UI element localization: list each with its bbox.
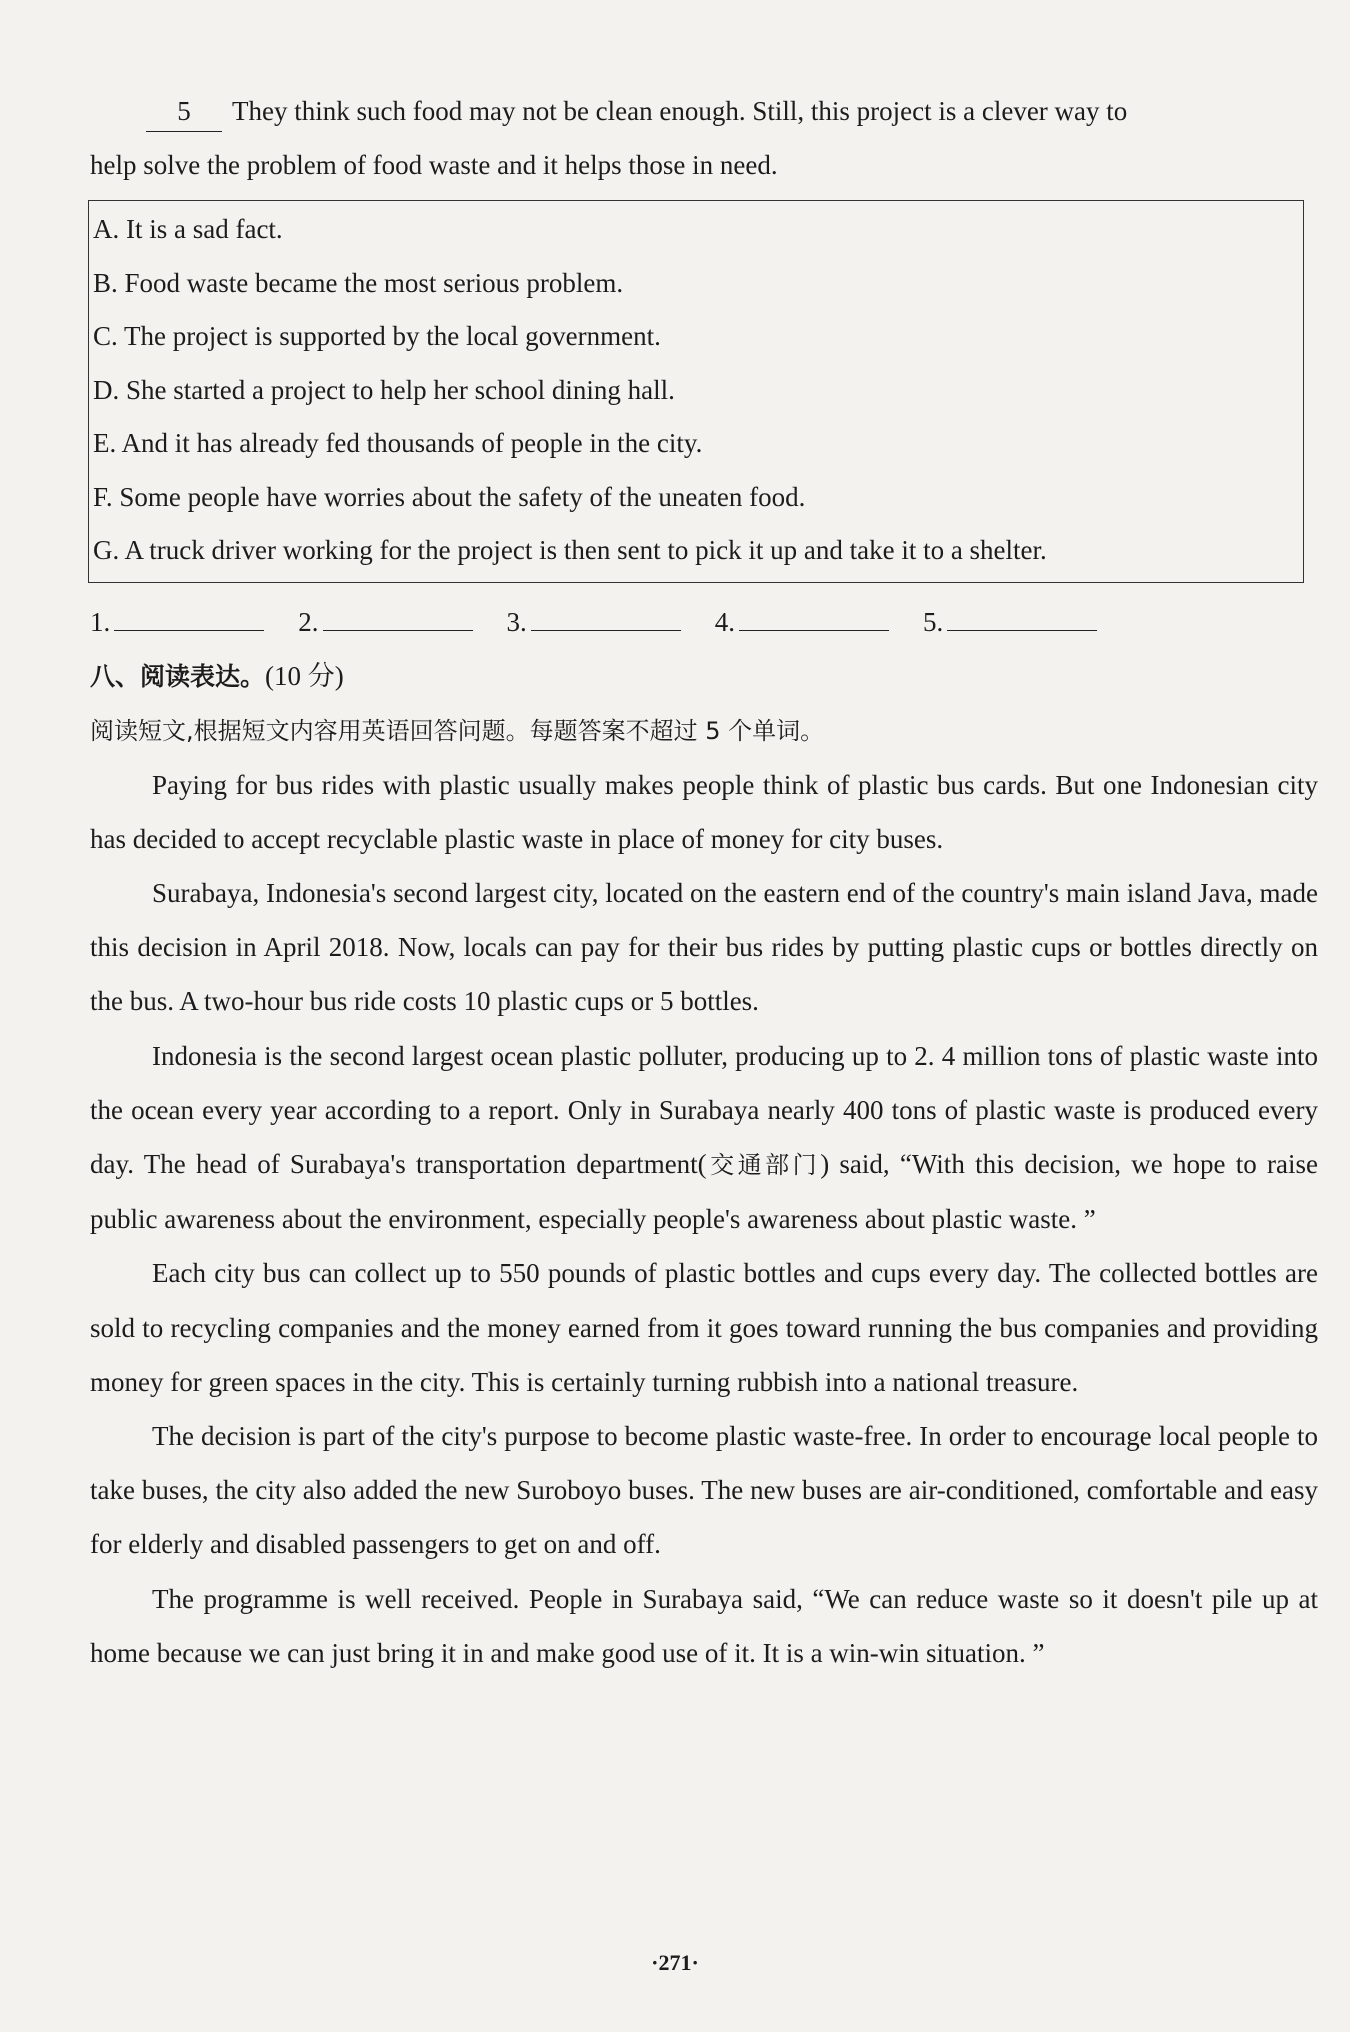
passage-paragraph-2: Surabaya, Indonesia's second largest city, located on the eastern end of the country's main island Java, made this decision in April 2018. Now, locals can pay for their bus rides by putting plastic cups or bottles directly on the bus. A two-hour bus ride costs 10 plastic cups or 5 bottles.: [90, 877, 1318, 1017]
option-b: B. Food waste became the most serious problem.: [93, 267, 624, 298]
option-d: D. She started a project to help her school dining hall.: [93, 374, 675, 405]
content-column: [90, 84, 1318, 1680]
section-instruction: 阅读短文,根据短文内容用英语回答问题。每题答案不超过 5 个单词。: [90, 716, 825, 745]
passage-paragraph-1: Paying for bus rides with plastic usually makes people think of plastic bus cards. But one Indonesian city has decided to accept recyclable plastic waste in place of money for city buses.: [90, 769, 1318, 854]
option-e: E. And it has already fed thousands of people in the city.: [93, 428, 703, 458]
answer-5-label: 5.: [923, 606, 944, 637]
option-f: F. Some people have worries about the safety of the uneaten food.: [93, 481, 806, 512]
paragraph-3-chinese-gloss: 交通部门: [706, 1150, 821, 1179]
answer-5[interactable]: [923, 595, 1097, 649]
answer-1[interactable]: [90, 595, 264, 649]
answer-1-label: 1.: [90, 606, 111, 637]
answer-3[interactable]: [507, 595, 681, 649]
answer-2-line[interactable]: [323, 601, 473, 631]
answer-4-label: 4.: [714, 606, 735, 637]
passage-paragraph-6: The programme is well received. People in Surabaya said, “We can reduce waste so it doesn't pile up at home because we can just bring it in and make good use of it. It is a win-win situation. ”: [90, 1583, 1318, 1668]
passage-paragraph-3: [90, 1029, 1318, 1247]
continuation-line-1: They think such food may not be clean enough. Still, this project is a clever way to: [232, 96, 1128, 126]
answer-3-line[interactable]: [531, 601, 681, 631]
option-g: G. A truck driver working for the project is then sent to pick it up and take it to a shelter.: [93, 535, 1047, 565]
option-c: C. The project is supported by the local government.: [93, 321, 661, 351]
passage-paragraph-5: The decision is part of the city's purpose to become plastic waste-free. In order to encourage local people to take buses, the city also added the new Suroboyo buses. The new buses are air-conditioned, comfortable and easy for elderly and disabled passengers to get on and off.: [90, 1420, 1318, 1560]
section-title: 八、阅读表达。: [90, 661, 266, 691]
paragraph-3-part-b: ) said, “With this decision, we hope to raise public awareness about the environment, especially people's awareness about plastic waste. ”: [90, 1148, 1318, 1235]
continuation-text: [88, 84, 1318, 138]
paragraph-3-part-a: Indonesia is the second largest ocean plastic polluter, producing up to 2. 4 million tons of plastic waste into the ocean every year according to a report. Only in Surabaya nearly 400 tons of plastic waste is produced every day. The head of Surabaya's transportation department(: [90, 1040, 1318, 1179]
options-box: [88, 200, 1304, 583]
section-heading: [90, 649, 1318, 704]
passage-paragraph-4: Each city bus can collect up to 550 pounds of plastic bottles and cups every day. The collected bottles are sold to recycling companies and the money earned from it goes toward running the bus companies and providing money for green spaces in the city. This is certainly turning rubbish into a national treasure.: [90, 1258, 1318, 1397]
answer-1-line[interactable]: [114, 601, 264, 631]
page-number: ·271·: [651, 1950, 699, 1975]
answer-2-label: 2.: [298, 606, 319, 637]
option-a: A. It is a sad fact.: [93, 214, 283, 244]
continuation-line-2: help solve the problem of food waste and it helps those in need.: [90, 150, 778, 180]
answer-4-line[interactable]: [739, 601, 889, 631]
answer-blanks: [90, 595, 1318, 649]
answer-5-line[interactable]: [947, 601, 1097, 631]
section-points: (10 分): [265, 660, 344, 691]
answer-4[interactable]: [715, 595, 889, 649]
blank-5: 5: [146, 91, 222, 132]
answer-2[interactable]: [298, 595, 472, 649]
answer-3-label: 3.: [506, 606, 527, 637]
